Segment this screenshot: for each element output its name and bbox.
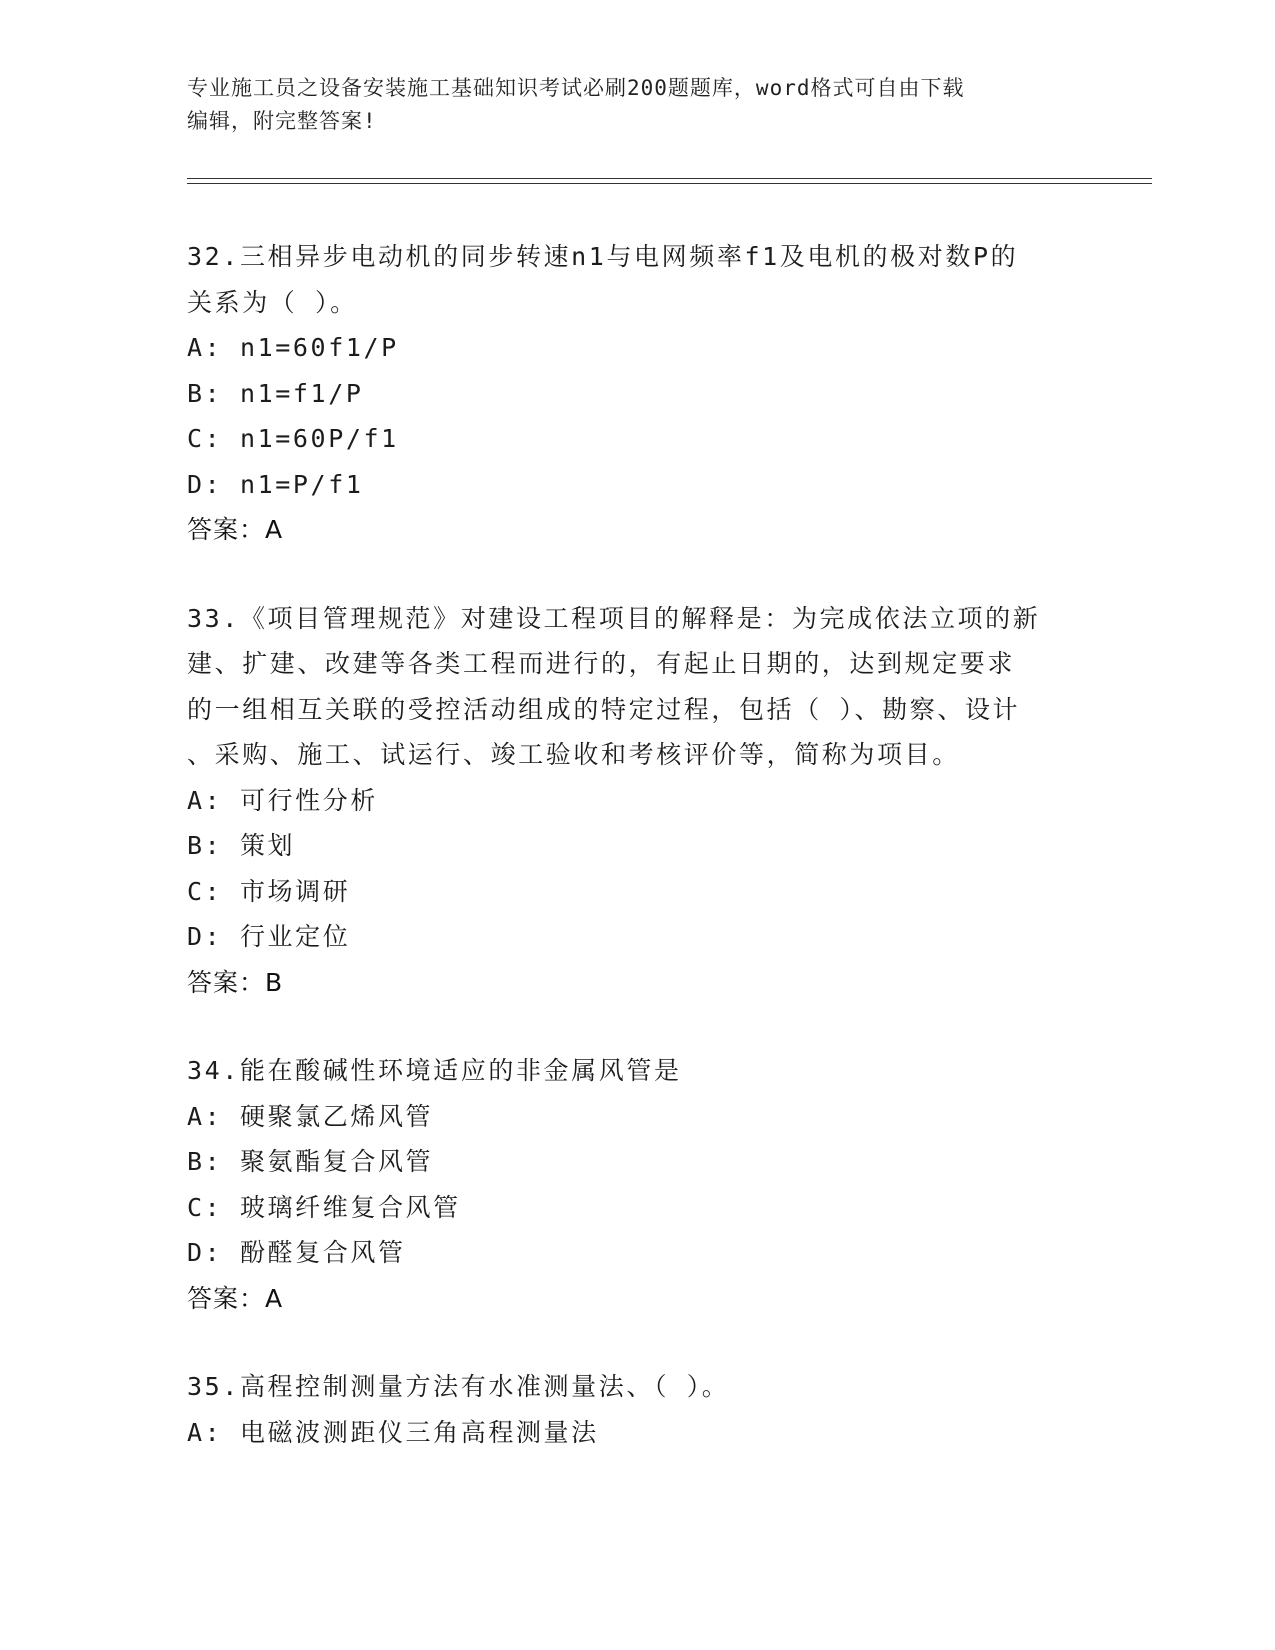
question-text: 32.三相异步电动机的同步转速n1与电网频率f1及电机的极对数P的 bbox=[187, 242, 1019, 271]
answer-label: 答案：B bbox=[187, 967, 284, 997]
option-a: A: 电磁波测距仪三角高程测量法 bbox=[187, 1417, 599, 1447]
question-33 bbox=[187, 596, 1107, 1006]
question-text: 关系为（ ）。 bbox=[187, 287, 358, 317]
header-divider-top bbox=[187, 178, 1152, 179]
option-d: D: n1=P/f1 bbox=[187, 469, 364, 499]
question-text: 的一组相互关联的受控活动组成的特定过程，包括（ ）、勘察、设计 bbox=[187, 694, 1021, 724]
question-34 bbox=[187, 1048, 1107, 1321]
question-text: 34.能在酸碱性环境适应的非金属风管是 bbox=[187, 1056, 682, 1085]
option-d: D: 酚醛复合风管 bbox=[187, 1238, 406, 1267]
option-b: B: n1=f1/P bbox=[187, 378, 364, 408]
question-35 bbox=[187, 1364, 1107, 1455]
question-32 bbox=[187, 234, 1107, 553]
option-a: A: n1=60f1/P bbox=[187, 333, 399, 362]
question-list bbox=[187, 234, 1107, 1498]
question-text: 33.《项目管理规范》对建设工程项目的解释是：为完成依法立项的新 bbox=[187, 603, 1041, 633]
option-a: A: 硬聚氯乙烯风管 bbox=[187, 1101, 434, 1131]
header-line: 编辑，附完整答案! bbox=[187, 109, 377, 133]
document-header bbox=[187, 72, 1087, 138]
option-a: A: 可行性分析 bbox=[187, 785, 378, 815]
question-text: 建、扩建、改建等各类工程而进行的，有起止日期的，达到规定要求 bbox=[187, 649, 1016, 678]
header-line: 专业施工员之设备安装施工基础知识考试必刷200题题库，word格式可自由下载 bbox=[187, 76, 965, 100]
option-b: B: 聚氨酯复合风管 bbox=[187, 1147, 434, 1176]
option-c: C: 市场调研 bbox=[187, 876, 351, 906]
question-text: 、采购、施工、试运行、竣工验收和考核评价等，简称为项目。 bbox=[187, 740, 960, 769]
answer-label: 答案：A bbox=[187, 1283, 284, 1313]
question-text: 35.高程控制测量方法有水准测量法、（ ）。 bbox=[187, 1372, 730, 1401]
answer-label: 答案：A bbox=[187, 515, 284, 544]
header-divider-bottom bbox=[187, 183, 1152, 184]
option-c: C: n1=60P/f1 bbox=[187, 424, 399, 453]
option-d: D: 行业定位 bbox=[187, 922, 351, 951]
option-c: C: 玻璃纤维复合风管 bbox=[187, 1192, 461, 1222]
option-b: B: 策划 bbox=[187, 831, 296, 860]
